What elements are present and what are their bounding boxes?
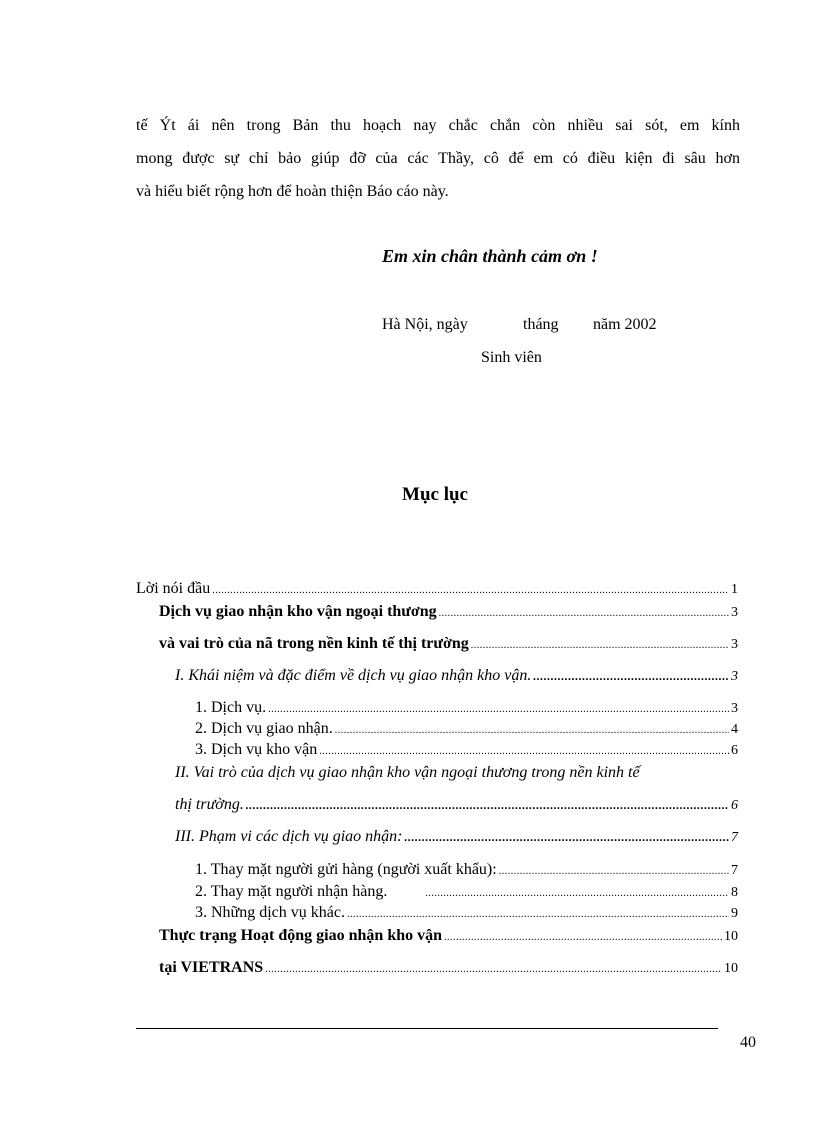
toc-entry[interactable] (195, 904, 738, 922)
toc-entry-label: III. Phạm vi các dịch vụ giao nhận: (175, 828, 403, 845)
toc-entry[interactable] (175, 667, 738, 685)
toc-entry[interactable] (159, 603, 738, 621)
toc-leader (404, 830, 729, 845)
toc-entry-page: 10 (724, 961, 738, 976)
toc-entry-page: 10 (724, 929, 738, 944)
toc-entry-label: 2. Thay mặt người nhận hàng. (195, 883, 388, 900)
toc-entry[interactable] (175, 796, 738, 814)
toc-entry-label: 3. Những dịch vụ khác. (195, 904, 345, 921)
toc-entry-label: Dịch vụ giao nhận kho vận ngoại thương (159, 603, 437, 620)
toc-entry-page: 8 (731, 885, 738, 900)
toc-entry[interactable] (195, 699, 738, 717)
toc-entry-label: thị trường. (175, 796, 244, 813)
toc-entry[interactable] (175, 764, 745, 782)
toc-entry[interactable] (195, 720, 738, 738)
toc-leader (439, 608, 729, 619)
toc-entry-page: 7 (731, 863, 738, 878)
toc-entry-label: tại VIETRANS (159, 959, 264, 976)
toc-leader (444, 932, 722, 943)
toc-entry[interactable] (159, 927, 738, 945)
toc-leader (471, 640, 729, 651)
toc-entry-label: Lời nói đầu (136, 580, 211, 597)
toc-entry-page: 6 (731, 798, 738, 813)
toc-leader (347, 909, 729, 920)
footer-rule (136, 1028, 718, 1029)
signer: Sinh viên (481, 349, 542, 366)
toc-entry-page: 3 (731, 669, 738, 684)
toc-leader (319, 746, 729, 757)
toc-entry-page: 3 (731, 637, 738, 652)
toc-entry-page: 9 (731, 906, 738, 921)
toc-leader (246, 798, 729, 813)
toc-entry-page: 7 (731, 830, 738, 845)
toc-entry-page: 3 (731, 701, 738, 716)
toc-entry[interactable] (195, 883, 738, 901)
toc-entry-page: 4 (731, 722, 738, 737)
toc-leader (268, 704, 729, 715)
toc-entry[interactable] (175, 828, 738, 846)
toc-entry-page: 3 (731, 605, 738, 620)
toc-entry-page: 6 (731, 743, 738, 758)
toc-entry[interactable] (136, 580, 738, 598)
thanks-line: Em xin chân thành cảm ơn ! (382, 246, 598, 266)
toc-entry[interactable] (195, 741, 738, 759)
toc-leader (533, 669, 729, 684)
intro-line-3: và hiểu biết rộng hơn để hoàn thiện Báo cáo này. (136, 183, 449, 200)
intro-line-1: tế Ýt ái nên trong Bản thu hoạch nay chắc chắn còn nhiều sai sót, em kính (136, 117, 740, 134)
toc-title: Mục lục (402, 484, 468, 505)
date-year: năm 2002 (593, 316, 657, 333)
date-month: tháng (523, 316, 559, 333)
toc-entry[interactable] (159, 959, 738, 977)
toc-entry-label: 1. Dịch vụ. (195, 699, 267, 716)
page-number: 40 (740, 1034, 756, 1051)
toc-entry-label: 1. Thay mặt người gửi hàng (người xuất khẩu): (195, 861, 497, 878)
toc-entry[interactable] (159, 635, 738, 653)
toc-leader (265, 964, 722, 975)
toc-entry-label: Thực trạng Hoạt động giao nhận kho vận (159, 927, 443, 944)
toc-leader (499, 866, 729, 877)
toc-entry-label: I. Khái niệm và đặc điểm về dịch vụ giao nhận kho vận. (175, 667, 532, 684)
toc-entry[interactable] (195, 861, 738, 879)
toc-leader (212, 585, 729, 596)
toc-entry-label: và vai trò của nã trong nền kinh tế thị trường (159, 635, 469, 652)
toc-leader (425, 888, 729, 899)
toc-entry-label: 3. Dịch vụ kho vận (195, 741, 318, 758)
date-place: Hà Nội, ngày (382, 316, 468, 333)
toc-leader (335, 725, 729, 736)
toc-entry-label: II. Vai trò của dịch vụ giao nhận kho vận ngoại thương trong nền kinh tế (175, 764, 640, 781)
intro-line-2: mong được sự chỉ bảo giúp đỡ của các Thầy, cô để em có điều kiện đi sâu hơn (136, 150, 740, 167)
toc-entry-page: 1 (731, 582, 738, 597)
toc-entry-label: 2. Dịch vụ giao nhận. (195, 720, 333, 737)
